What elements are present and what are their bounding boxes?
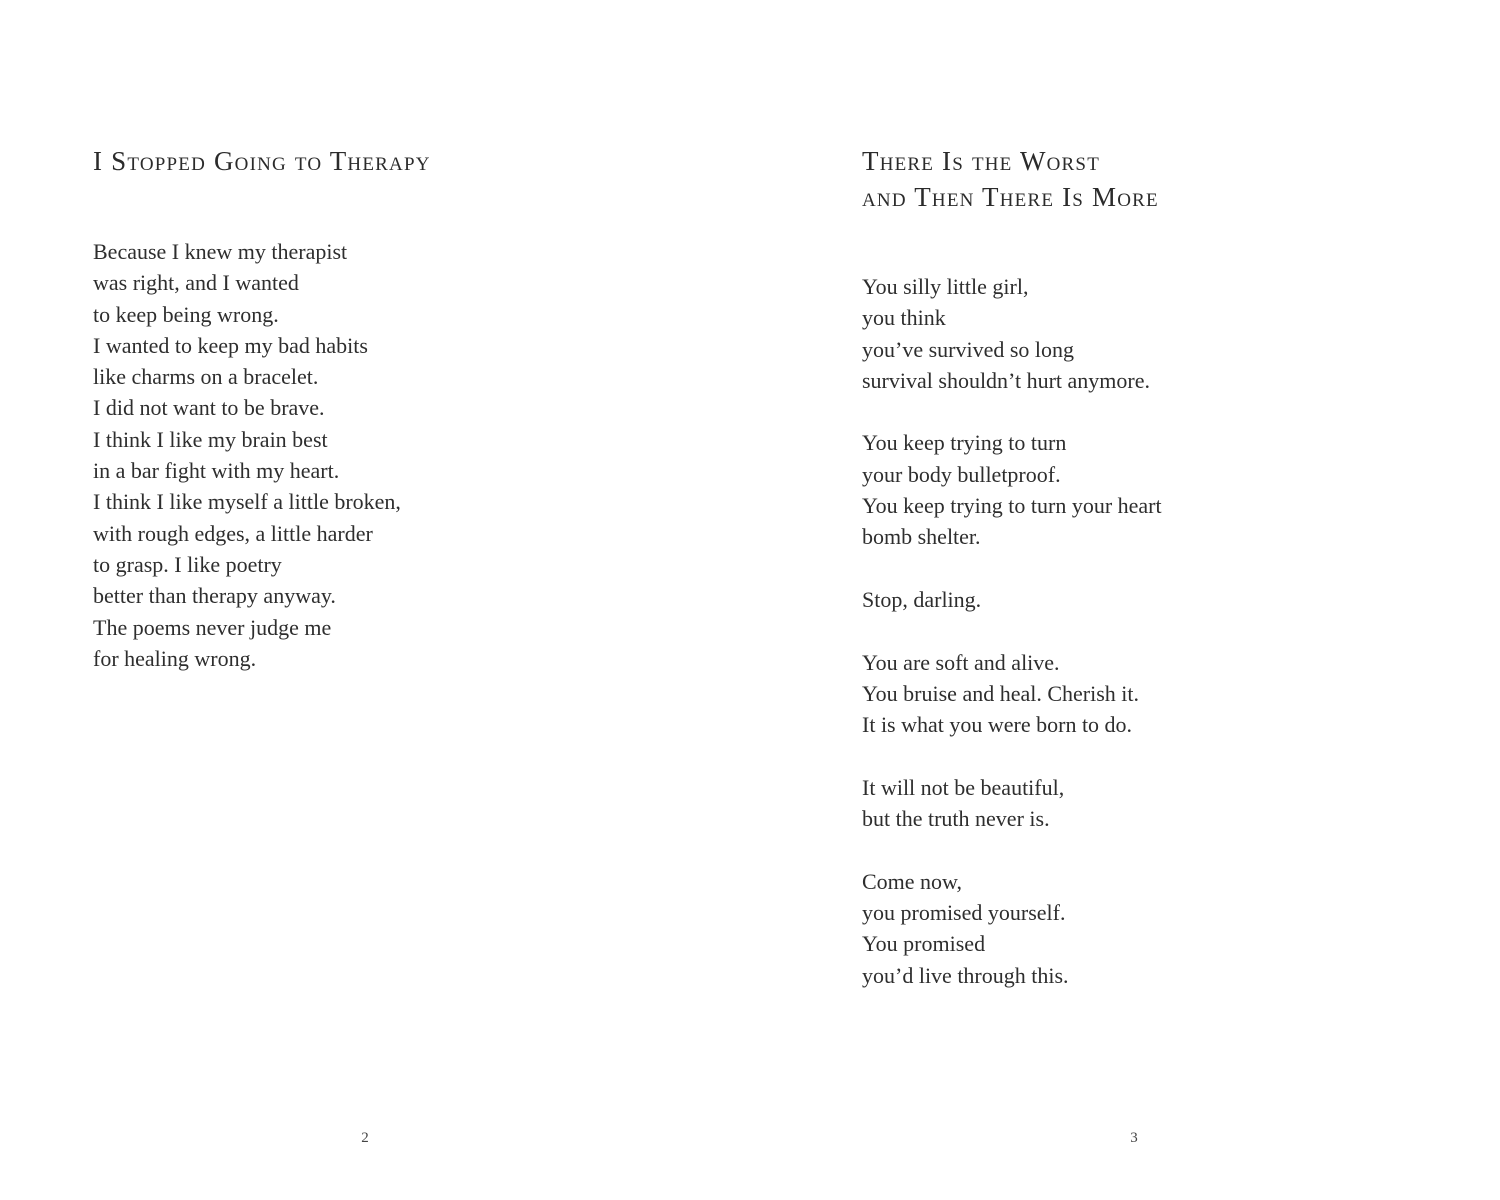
- right-page: [750, 0, 1500, 1200]
- poem-line: your body bulletproof.: [862, 461, 1061, 487]
- poem-line: but the truth never is.: [862, 806, 1050, 832]
- poem-title: [862, 143, 1159, 215]
- poem-line: I did not want to be brave.: [93, 395, 325, 421]
- poem-line: with rough edges, a little harder: [93, 520, 373, 546]
- stanza: [862, 584, 1162, 615]
- poem-line: you promised yourself.: [862, 899, 1066, 925]
- stanza: [93, 236, 401, 674]
- poem-line: You keep trying to turn: [862, 430, 1067, 456]
- stanza: [862, 866, 1162, 991]
- page-number: 3: [1130, 1130, 1138, 1146]
- title-line: and Then There Is More: [862, 182, 1159, 212]
- poem-line: bomb shelter.: [862, 524, 981, 550]
- poem-line: You bruise and heal. Cherish it.: [862, 680, 1140, 706]
- poem-body: [862, 271, 1162, 991]
- poem-line: you think: [862, 305, 946, 331]
- stanza: [862, 772, 1162, 835]
- poem-line: in a bar fight with my heart.: [93, 458, 340, 484]
- stanza: [862, 427, 1162, 552]
- poem-line: Stop, darling.: [862, 586, 982, 612]
- poem-line: for healing wrong.: [93, 645, 257, 671]
- title-line: There Is the Worst: [862, 146, 1101, 176]
- poem-line: better than therapy anyway.: [93, 583, 336, 609]
- poem-line: I think I like myself a little broken,: [93, 489, 401, 515]
- poem-line: The poems never judge me: [93, 614, 332, 640]
- poem-line: you’ve survived so long: [862, 336, 1075, 362]
- poem-line: I think I like my brain best: [93, 426, 328, 452]
- poem-line: It will not be beautiful,: [862, 774, 1065, 800]
- stanza: [862, 271, 1162, 396]
- poem-line: to keep being wrong.: [93, 301, 279, 327]
- poem-line: It is what you were born to do.: [862, 712, 1133, 738]
- poem-title: [93, 143, 431, 179]
- poem-line: like charms on a bracelet.: [93, 364, 319, 390]
- poem-line: survival shouldn’t hurt anymore.: [862, 367, 1150, 393]
- poem-line: was right, and I wanted: [93, 270, 299, 296]
- poem-line: to grasp. I like poetry: [93, 551, 282, 577]
- poem-line: you’d live through this.: [862, 962, 1069, 988]
- poem-line: You silly little girl,: [862, 274, 1029, 299]
- poem-line: You keep trying to turn your heart: [862, 493, 1162, 519]
- poem-line: Come now,: [862, 868, 963, 894]
- poem-line: You promised: [862, 931, 986, 957]
- poem-line: You are soft and alive.: [862, 649, 1060, 675]
- poem-line: I wanted to keep my bad habits: [93, 332, 368, 358]
- page-number: 2: [361, 1130, 369, 1146]
- title-line: I Stopped Going to Therapy: [93, 146, 431, 176]
- poem-line: Because I knew my therapist: [93, 239, 348, 264]
- poem-body: [93, 236, 401, 674]
- stanza: [862, 647, 1162, 741]
